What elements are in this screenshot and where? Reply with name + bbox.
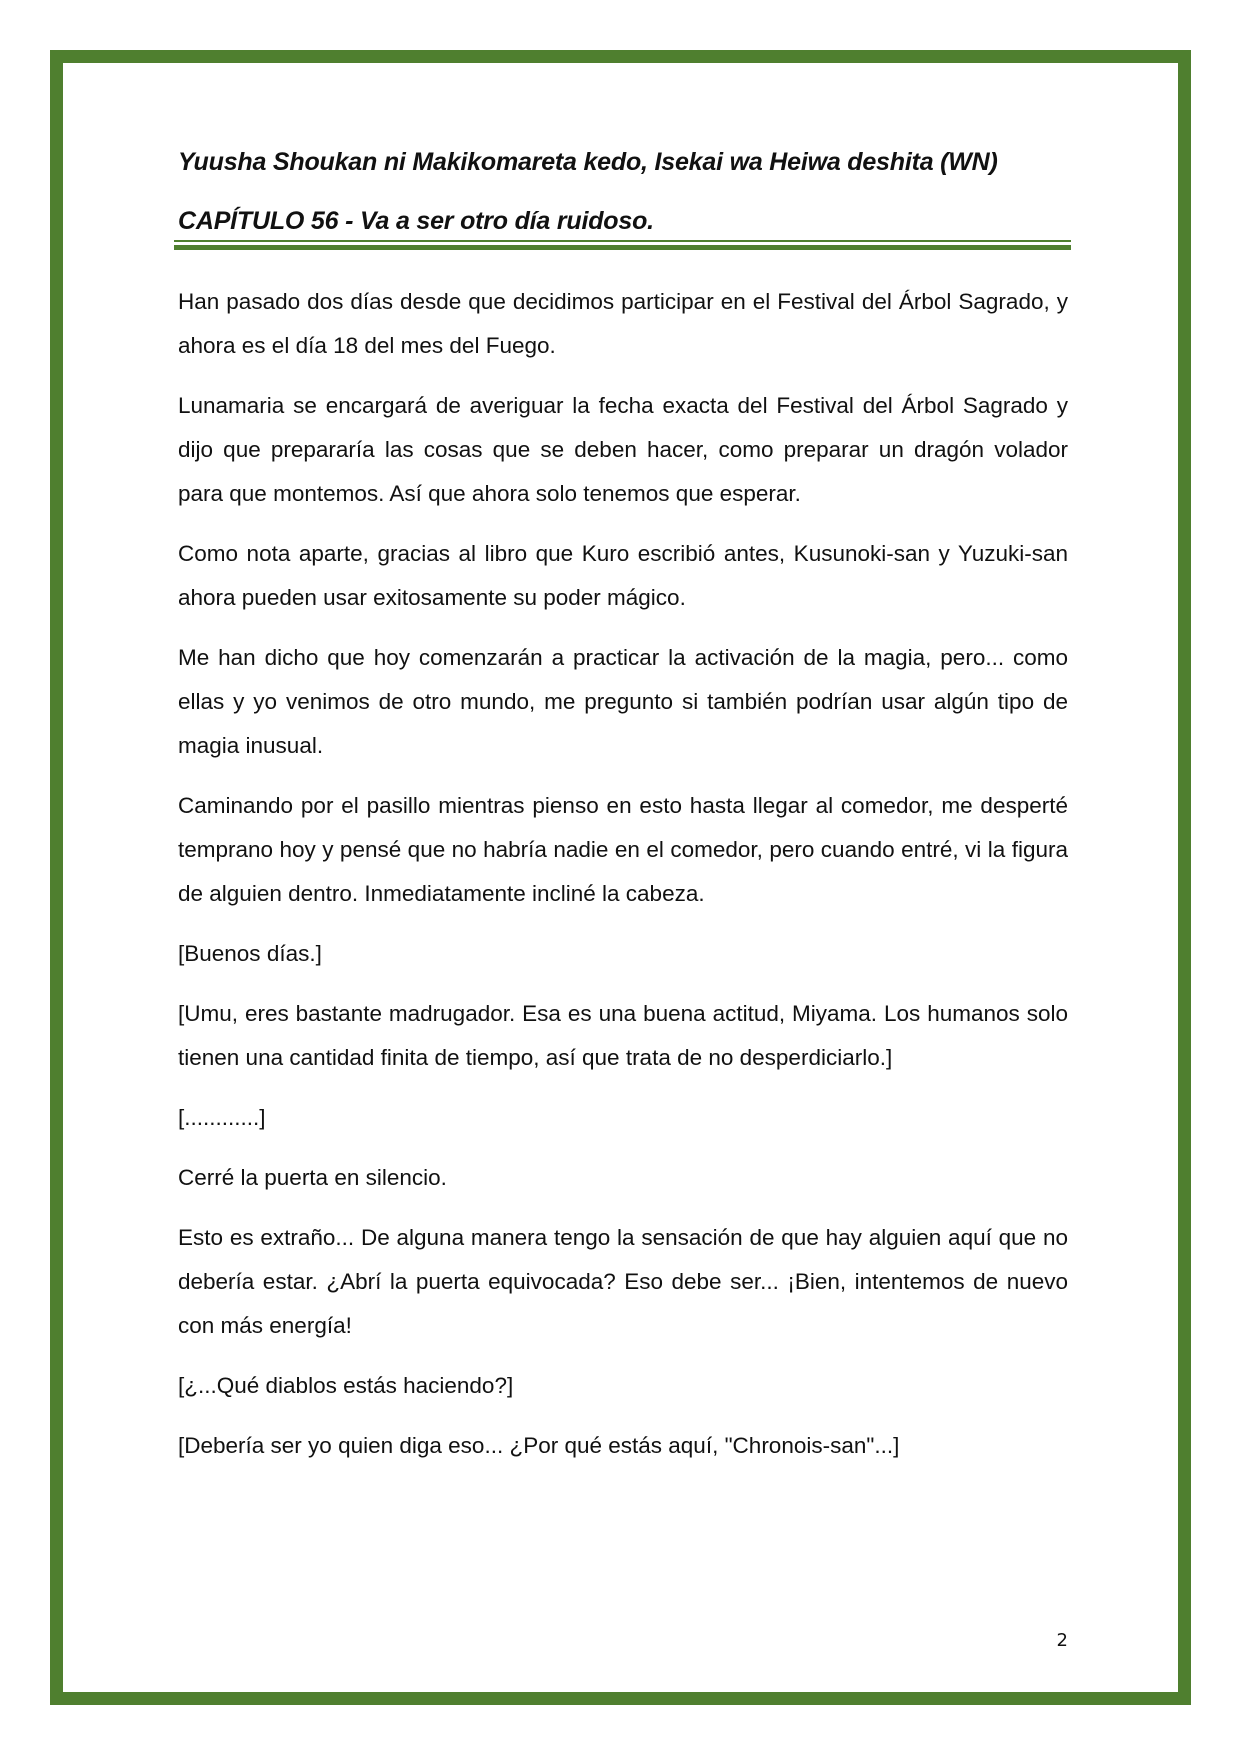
paragraph: Lunamaria se encargará de averiguar la fecha exacta del Festival del Árbol Sagrado y dijo que prepararía las cosas que se deben hacer, como preparar un dragón volador para que montemos. Así que ahora solo tenemos que esperar. bbox=[178, 393, 1068, 506]
paragraph: Como nota aparte, gracias al libro que Kuro escribió antes, Kusunoki-san y Yuzuki-san ahora pueden usar exitosamente su poder mágico. bbox=[178, 541, 1068, 610]
page-number: 2 bbox=[1056, 1630, 1068, 1651]
paragraph: Han pasado dos días desde que decidimos participar en el Festival del Árbol Sagrado, y ahora es el día 18 del mes del Fuego. bbox=[178, 289, 1068, 358]
dialogue-line: [............] bbox=[178, 1105, 266, 1130]
paragraph: Esto es extraño... De alguna manera tengo la sensación de que hay alguien aquí que no debería estar. ¿Abrí la puerta equivocada? Eso debe ser... ¡Bien, intentemos de nuevo con más energía! bbox=[178, 1225, 1068, 1338]
chapter-body bbox=[178, 280, 1068, 1484]
series-title: Yuusha Shoukan ni Makikomareta kedo, Isekai wa Heiwa deshita (WN) bbox=[178, 148, 998, 176]
dialogue-line: [¿...Qué diablos estás haciendo?] bbox=[178, 1373, 514, 1398]
dialogue-line: [Umu, eres bastante madrugador. Esa es una buena actitud, Miyama. Los humanos solo tienen una cantidad finita de tiempo, así que trata de no desperdiciarlo.] bbox=[178, 1001, 1068, 1070]
header-rule-thin bbox=[174, 240, 1071, 242]
paragraph: Me han dicho que hoy comenzarán a practicar la activación de la magia, pero... como ellas y yo venimos de otro mundo, me pregunto si también podrían usar algún tipo de magia inusual. bbox=[178, 645, 1068, 758]
dialogue-line: [Debería ser yo quien diga eso... ¿Por qué estás aquí, "Chronois-san"...] bbox=[178, 1433, 900, 1458]
header-rule-thick bbox=[174, 245, 1071, 250]
document-header bbox=[178, 140, 1068, 244]
paragraph: Caminando por el pasillo mientras pienso en esto hasta llegar al comedor, me desperté temprano hoy y pensé que no habría nadie en el comedor, pero cuando entré, vi la figura de alguien dentro. Inmediatamente incliné la cabeza. bbox=[178, 793, 1068, 906]
dialogue-line: [Buenos días.] bbox=[178, 941, 322, 966]
chapter-title: CAPÍTULO 56 - Va a ser otro día ruidoso. bbox=[178, 207, 654, 235]
paragraph: Cerré la puerta en silencio. bbox=[178, 1165, 447, 1190]
